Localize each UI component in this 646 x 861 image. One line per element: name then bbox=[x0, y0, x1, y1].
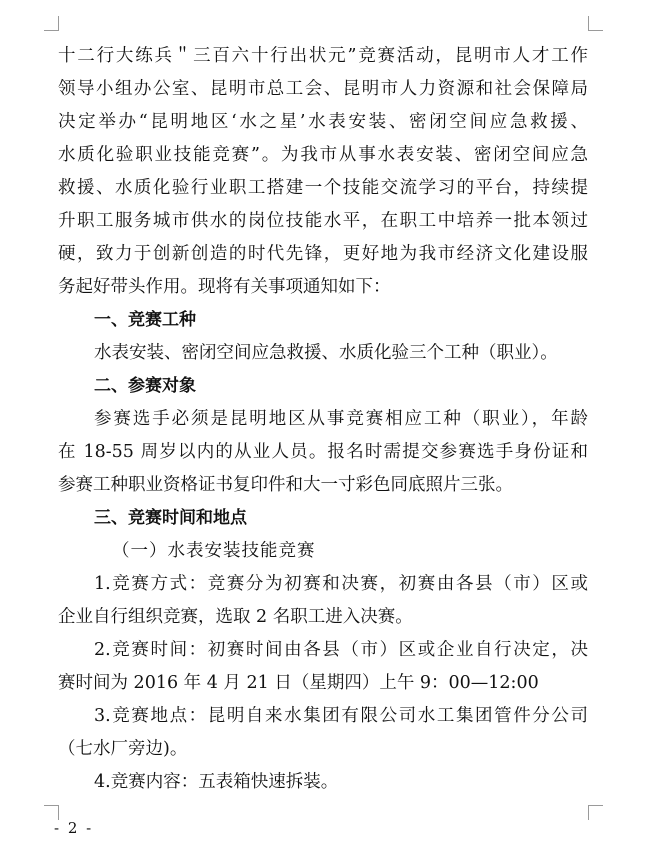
crop-mark-bottom-right bbox=[588, 805, 603, 820]
item2-line-2: 赛时间为 2016 年 4 月 21 日（星期四）上午 9：00—12:00 bbox=[58, 673, 539, 693]
intro-line-7: 硬，致力于创新创造的时代先锋，更好地为我市经济文化建设服 bbox=[58, 244, 588, 264]
intro-line-1: 十二行大练兵＂三百六十行出状元”竞赛活动，昆明市人才工作 bbox=[58, 46, 588, 66]
section2-line-1: 参赛选手必须是昆明地区从事竞赛相应工种（职业），年龄 bbox=[94, 409, 588, 429]
intro-line-4: 水质化验职业技能竞赛”。为我市从事水表安装、密闭空间应急 bbox=[58, 145, 588, 165]
item1-line-2: 企业自行组织竞赛，选取 2 名职工进入决赛。 bbox=[58, 607, 413, 627]
section-heading-time-place: 三、竞赛时间和地点 bbox=[94, 508, 247, 528]
subsection-heading-water-meter: （一）水表安装技能竞赛 bbox=[112, 541, 316, 561]
intro-line-8: 务起好带头作用。现将有关事项通知如下： bbox=[58, 277, 391, 297]
section2-line-3: 参赛工种职业资格证书复印件和大一寸彩色同底照片三张。 bbox=[58, 475, 513, 495]
section-heading-work-types: 一、竞赛工种 bbox=[94, 310, 196, 330]
intro-line-6: 升职工服务城市供水的岗位技能水平，在职工中培养一批本领过 bbox=[58, 211, 588, 231]
document-body bbox=[58, 40, 588, 799]
intro-line-5: 救援、水质化验行业职工搭建一个技能交流学习的平台，持续提 bbox=[58, 178, 588, 198]
item3-line-2: （七水厂旁边)。 bbox=[58, 739, 188, 759]
section2-line-2: 在 18-55 周岁以内的从业人员。报名时需提交参赛选手身份证和 bbox=[58, 442, 588, 462]
item2-line-1: 2.竞赛时间：初赛时间由各县（市）区或企业自行决定，决 bbox=[94, 640, 588, 660]
intro-line-2: 领导小组办公室、昆明市总工会、昆明市人力资源和社会保障局 bbox=[58, 79, 588, 99]
item1-line-1: 1.竞赛方式：竞赛分为初赛和决赛，初赛由各县（市）区或 bbox=[94, 574, 588, 594]
crop-mark-top-right bbox=[588, 16, 603, 31]
item4-line-1: 4.竞赛内容：五表箱快速拆装。 bbox=[94, 772, 339, 792]
section-heading-participants: 二、参赛对象 bbox=[94, 376, 196, 396]
crop-mark-top-left bbox=[44, 16, 59, 31]
item3-line-1: 3.竞赛地点：昆明自来水集团有限公司水工集团管件分公司 bbox=[94, 706, 588, 726]
page-number: - 2 - bbox=[54, 819, 94, 837]
section1-line-1: 水表安装、密闭空间应急救援、水质化验三个工种（职业）。 bbox=[94, 343, 558, 363]
intro-line-3: 决定举办“昆明地区‘水之星’水表安装、密闭空间应急救援、 bbox=[58, 112, 588, 132]
